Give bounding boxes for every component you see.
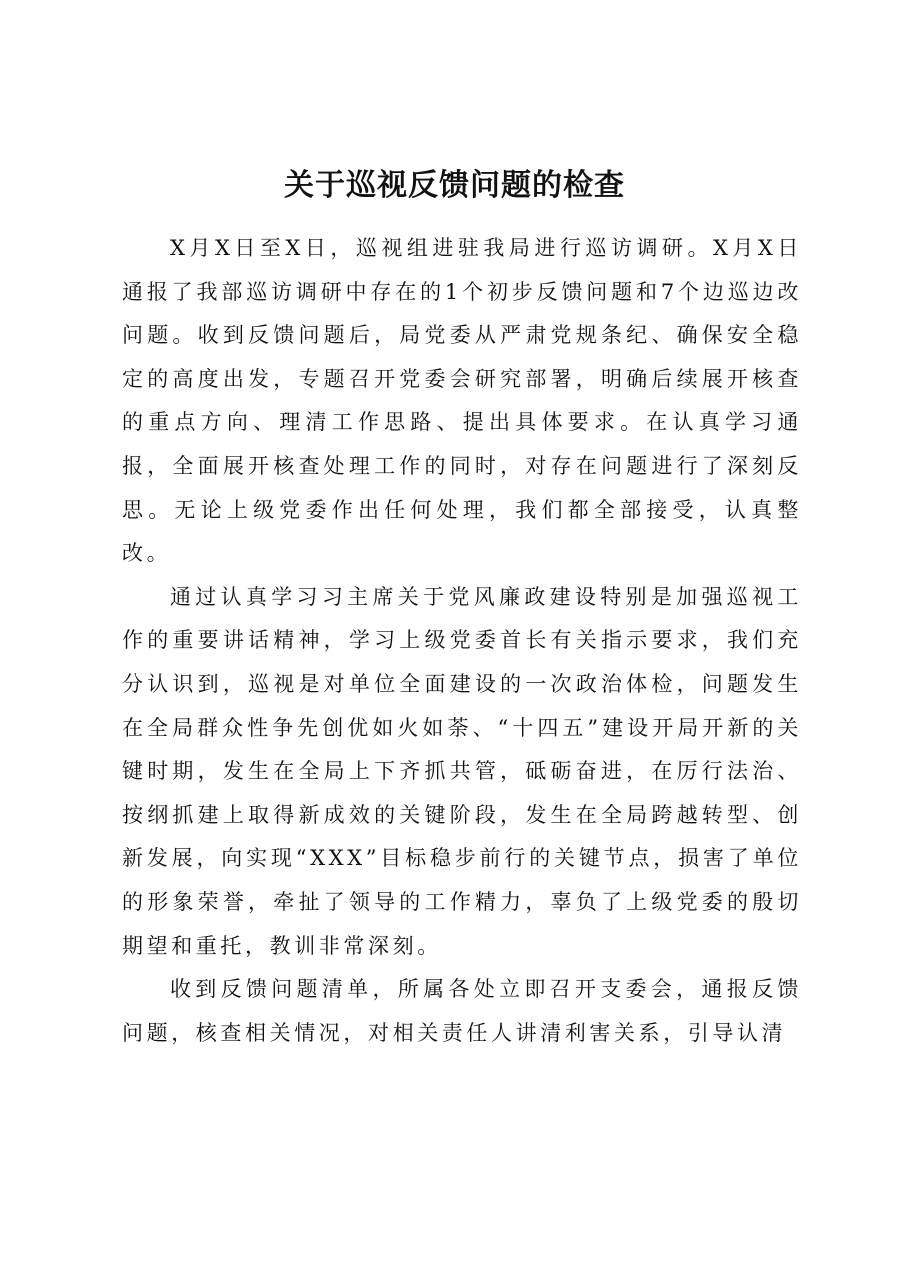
paragraph-3: 收到反馈问题清单，所属各处立即召开支委会，通报反馈问题，核查相关情况，对相关责任人讲清利害关系，引导认清 <box>122 977 802 1045</box>
document-body <box>122 227 802 1055</box>
document-title: 关于巡视反馈问题的检查 <box>284 168 625 203</box>
paragraph-2: 通过认真学习习主席关于党风廉政建设特别是加强巡视工作的重要讲话精神，学习上级党委首长有关指示要求，我们充分认识到，巡视是对单位全面建设的一次政治体检，问题发生在全局群众性争先创优如火如荼、“十四五”建设开局开新的关键时期，发生在全局上下齐抓共管，砥砺奋进，在厉行法治、按纲抓建上取得新成效的关键阶段，发生在全局跨越转型、创新发展，向实现“XXX”目标稳步前行的关键节点，损害了单位的形象荣誉，牵扯了领导的工作精力，辜负了上级党委的殷切期望和重托，教训非常深刻。 <box>122 584 802 958</box>
paragraph-1: X月X日至X日，巡视组进驻我局进行巡访调研。X月X日通报了我部巡访调研中存在的1个初步反馈问题和7个边巡边改问题。收到反馈问题后，局党委从严肃党规条纪、确保安全稳定的高度出发，专题召开党委会研究部署，明确后续展开核查的重点方向、理清工作思路、提出具体要求。在认真学习通报，全面展开核查处理工作的同时，对存在问题进行了深刻反思。无论上级党委作出任何处理，我们都全部接受，认真整改。 <box>122 236 802 566</box>
